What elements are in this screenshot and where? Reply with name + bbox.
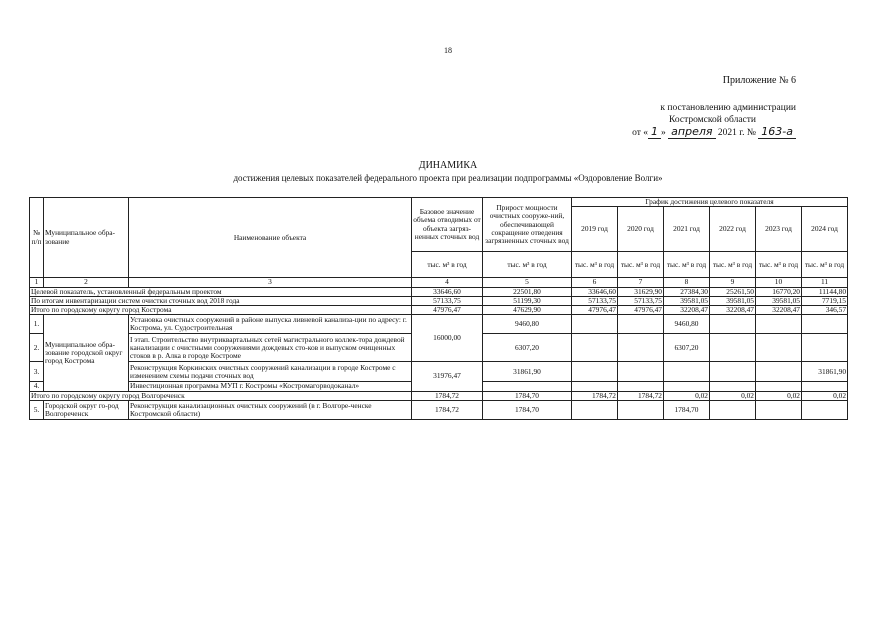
object-5-municipality: Городской округ го-род Волгореченск: [44, 401, 129, 420]
row-volgorechensk-total: [30, 391, 848, 400]
target-2019: 33646,60: [572, 287, 618, 296]
volgorechensk-total-gain: 1784,70: [483, 391, 572, 400]
col-number: 9: [710, 278, 756, 287]
header-year-2021: 2021 год: [664, 207, 710, 252]
header-capacity-gain: Прирост мощности очистных сооруже-ний, обеспечивающей сокращение отведения загрязненных сточных вод: [483, 198, 572, 252]
object-3-2022: [710, 362, 756, 382]
col-number: 8: [664, 278, 710, 287]
object-3-2019: [572, 362, 618, 382]
volgorechensk-total-label: Итого по городскому округу город Волгореченск: [30, 391, 412, 400]
inventory-2019: 57133,75: [572, 296, 618, 305]
object-2-2019: [572, 334, 618, 362]
annex-title: Приложение № 6: [722, 75, 796, 86]
date-mid: »: [661, 128, 666, 138]
object-1-2019: [572, 315, 618, 334]
target-base: 33646,60: [412, 287, 483, 296]
object-5-gain: 1784,70: [483, 401, 572, 420]
column-numbers-row: [30, 278, 848, 287]
inventory-2024: 7719,15: [802, 296, 848, 305]
inventory-label: По итогам инвентаризации систем очистки сточных вод 2018 года: [30, 296, 412, 305]
object-2-name: I этап. Строительство внутриквартальных сетей магистрального коллек-тора дождевой канализации с очистными сооружениями дождевых сто-ков и выпуском очищенных стоков в р. Алка в городе Костроме: [129, 334, 412, 362]
handwritten-month: апреля: [668, 125, 715, 139]
header-municipality: Муниципальное обра-зование: [44, 198, 129, 278]
object-1-2023: [756, 315, 802, 334]
object-2-2024: [802, 334, 848, 362]
volgorechensk-total-2023: 0,02: [756, 391, 802, 400]
row-inventory: [30, 296, 848, 305]
header-row-1: [30, 198, 848, 207]
object-2-2022: [710, 334, 756, 362]
target-label: Целевой показатель, установленный федеральным проектом: [30, 287, 412, 296]
volgorechensk-total-2024: 0,02: [802, 391, 848, 400]
col-number: 3: [129, 278, 412, 287]
object-1-gain: 9460,80: [483, 315, 572, 334]
unit-2021: тыс. м³ в год: [664, 252, 710, 278]
page-number: 18: [444, 46, 452, 55]
object-1-2024: [802, 315, 848, 334]
object-1-2022: [710, 315, 756, 334]
col-number: 4: [412, 278, 483, 287]
object-1-2021: 9460,80: [664, 315, 710, 334]
target-2023: 16770,20: [756, 287, 802, 296]
object-5-2023: [756, 401, 802, 420]
unit-base: тыс. м³ в год: [412, 252, 483, 278]
inventory-2020: 57133,75: [618, 296, 664, 305]
unit-2022: тыс. м³ в год: [710, 252, 756, 278]
unit-2024: тыс. м³ в год: [802, 252, 848, 278]
resolution-line-2: Костромской области: [669, 115, 756, 125]
volgorechensk-total-2022: 0,02: [710, 391, 756, 400]
header-object-name: Наименование объекта: [129, 198, 412, 278]
object-3-num: 3.: [30, 362, 44, 382]
kostroma-total-gain: 47629,90: [483, 306, 572, 315]
col-number: 11: [802, 278, 848, 287]
object-3-2023: [756, 362, 802, 382]
resolution-block: [596, 102, 796, 139]
inventory-2022: 39581,05: [710, 296, 756, 305]
unit-2023: тыс. м³ в год: [756, 252, 802, 278]
kostroma-total-2019: 47976,47: [572, 306, 618, 315]
object-4-2021: [664, 382, 710, 391]
object-5-2022: [710, 401, 756, 420]
kostroma-total-2021: 32208,47: [664, 306, 710, 315]
object-5-2019: [572, 401, 618, 420]
object-1-num: 1.: [30, 315, 44, 334]
resolution-date-line: [596, 126, 796, 139]
col-number: 1: [30, 278, 44, 287]
object-5-num: 5.: [30, 401, 44, 420]
object-5-name: Реконструкция канализационных очистных сооружений (в г. Волгоре-ченске Костромской области): [129, 401, 412, 420]
object-1-2020: [618, 315, 664, 334]
inventory-2021: 39581,05: [664, 296, 710, 305]
inventory-2023: 39581,05: [756, 296, 802, 305]
object-4-name: Инвестиционная программа МУП г. Костромы «Костромагорводоканал»: [129, 382, 412, 391]
col-number: 6: [572, 278, 618, 287]
header-year-2024: 2024 год: [802, 207, 848, 252]
object-1-name: Установка очистных сооружений в районе выпуска ливневой канализа-ции по адресу: г. Кострома, ул. Судостроительная: [129, 315, 412, 334]
resolution-line-1: к постановлению администрации: [660, 103, 796, 113]
col-number: 5: [483, 278, 572, 287]
col-number: 10: [756, 278, 802, 287]
col-number: 7: [618, 278, 664, 287]
header-year-2022: 2022 год: [710, 207, 756, 252]
kostroma-total-label: Итого по городскому округу город Кострома: [30, 306, 412, 315]
object-5-base: 1784,72: [412, 401, 483, 420]
date-prefix: от «: [632, 128, 649, 138]
target-2020: 31629,90: [618, 287, 664, 296]
row-target-indicator: [30, 287, 848, 296]
inventory-gain: 51199,30: [483, 296, 572, 305]
object-4-2019: [572, 382, 618, 391]
target-2024: 11144,80: [802, 287, 848, 296]
date-year: 2021 г. №: [717, 128, 756, 138]
row-object-1: [30, 315, 848, 334]
kostroma-total-base: 47976,47: [412, 306, 483, 315]
unit-2020: тыс. м³ в год: [618, 252, 664, 278]
object-3-2020: [618, 362, 664, 382]
document-subtitle: достижения целевых показателей федерального проекта при реализации подпрограммы «Оздоровление Волги»: [233, 173, 663, 183]
object-2-2020: [618, 334, 664, 362]
indicators-table: [29, 197, 848, 420]
volgorechensk-total-2019: 1784,72: [572, 391, 618, 400]
header-schedule: График достижения целевого показателя: [572, 198, 848, 207]
document-title: ДИНАМИКА: [418, 160, 478, 171]
object-2-2021: 6307,20: [664, 334, 710, 362]
object-3-gain: 31861,90: [483, 362, 572, 382]
objects-1-2-base: 16000,00: [412, 315, 483, 362]
object-3-base: 31976,47: [412, 362, 483, 391]
inventory-base: 57133,75: [412, 296, 483, 305]
target-gain: 22501,80: [483, 287, 572, 296]
handwritten-number: 163-а: [758, 125, 796, 139]
object-3-name: Реконструкция Коркинских очистных сооружений канализации в городе Костроме с изменением схемы подачи сточных вод: [129, 362, 412, 382]
header-year-2023: 2023 год: [756, 207, 802, 252]
kostroma-total-2024: 346,57: [802, 306, 848, 315]
object-2-2023: [756, 334, 802, 362]
object-4-2022: [710, 382, 756, 391]
object-4-2020: [618, 382, 664, 391]
volgorechensk-total-2021: 0,02: [664, 391, 710, 400]
object-5-2020: [618, 401, 664, 420]
header-base-value: Базовое значение объема отводимых от объекта загряз-ненных сточных вод: [412, 198, 483, 252]
object-2-num: 2.: [30, 334, 44, 362]
object-4-2023: [756, 382, 802, 391]
kostroma-total-2023: 32208,47: [756, 306, 802, 315]
unit-2019: тыс. м³ в год: [572, 252, 618, 278]
object-5-2021: 1784,70: [664, 401, 710, 420]
row-object-3: [30, 362, 848, 382]
header-num: № п/п: [30, 198, 44, 278]
object-3-2024: 31861,90: [802, 362, 848, 382]
object-4-gain: [483, 382, 572, 391]
kostroma-total-2022: 32208,47: [710, 306, 756, 315]
volgorechensk-total-2020: 1784,72: [618, 391, 664, 400]
row-object-5: [30, 401, 848, 420]
object-5-2024: [802, 401, 848, 420]
handwritten-day: 1: [648, 125, 661, 139]
object-4-2024: [802, 382, 848, 391]
object-3-2021: [664, 362, 710, 382]
header-year-2019: 2019 год: [572, 207, 618, 252]
volgorechensk-total-base: 1784,72: [412, 391, 483, 400]
object-2-gain: 6307,20: [483, 334, 572, 362]
target-2021: 27384,30: [664, 287, 710, 296]
target-2022: 25261,50: [710, 287, 756, 296]
header-year-2020: 2020 год: [618, 207, 664, 252]
row-kostroma-total: [30, 306, 848, 315]
object-4-num: 4.: [30, 382, 44, 391]
col-number: 2: [44, 278, 129, 287]
kostroma-municipality: Муниципальное обра-зование городской округ город Кострома: [44, 315, 129, 391]
unit-gain: тыс. м³ в год: [483, 252, 572, 278]
kostroma-total-2020: 47976,47: [618, 306, 664, 315]
